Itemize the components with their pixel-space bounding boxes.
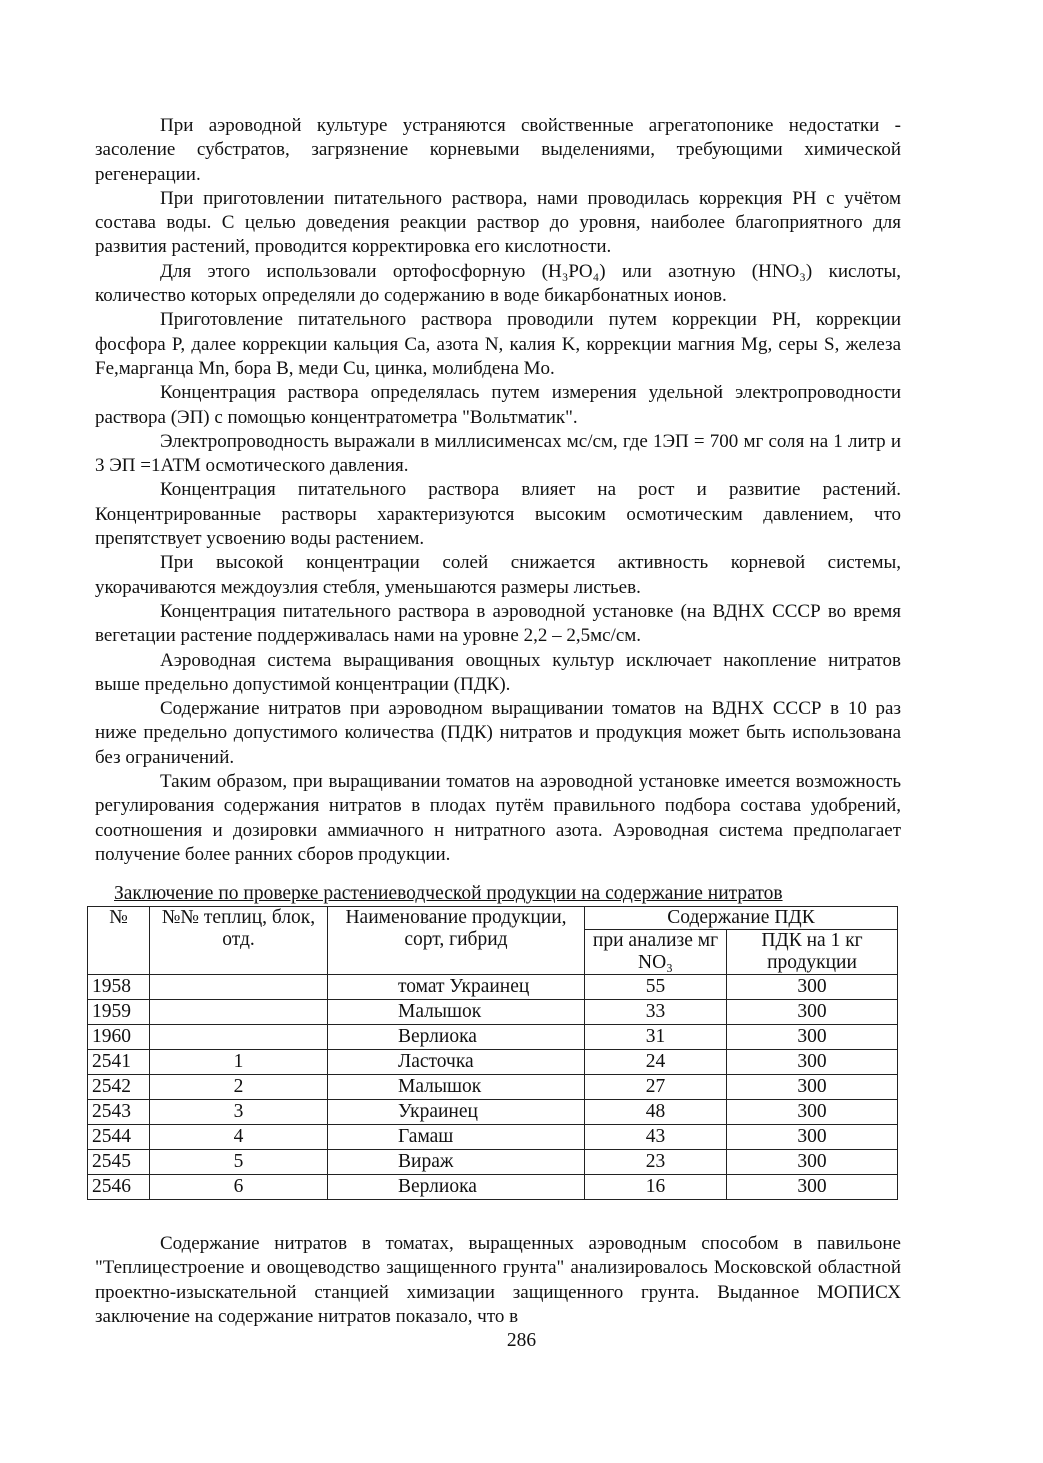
paragraph: Концентрация питательного раствора влияет на рост и развитие растений. Концентрированные растворы характеризуются высоким осмотическим давлением, что препятствует усвоению воды растением. <box>95 479 901 550</box>
cell-greenhouse <box>150 1025 328 1050</box>
cell-greenhouse: 6 <box>150 1175 328 1200</box>
cell-product: Украинец <box>328 1100 585 1125</box>
cell-no: 1959 <box>88 1000 150 1025</box>
cell-limit: 300 <box>727 1175 898 1200</box>
cell-product: Малышок <box>328 1000 585 1025</box>
cell-limit: 300 <box>727 1000 898 1025</box>
body-text-bottom <box>95 1232 901 1329</box>
paragraph: Концентрация питательного раствора в аэроводной установке (на ВДНХ СССР во время вегетации растение поддерживалась нами на уровне 2,2 – 2,5мс/см. <box>95 600 901 647</box>
paragraph: Для этого использовали ортофосфорную (H₃PO₄) или азотную (HNO₃) кислоты, количество которых определяли до содержанию в воде бикарбонатных ионов. <box>95 260 901 307</box>
cell-product: Верлиока <box>328 1025 585 1050</box>
paragraph: Таким образом, при выращивании томатов на аэроводной установке имеется возможность регулирования содержания нитратов в плодах путём правильного подбора состава удобрений, соотношения и дозировки аммиачного н нитратного азота. Аэроводная система предполагает получение более ранних сборов продукции. <box>95 771 901 865</box>
cell-greenhouse: 3 <box>150 1100 328 1125</box>
cell-analysis: 24 <box>585 1050 727 1075</box>
cell-product: Верлиока <box>328 1175 585 1200</box>
paragraph: При высокой концентрации солей снижается активность корневой системы, укорачиваются междоузлия стебля, уменьшаются размеры листьев. <box>95 552 901 598</box>
cell-analysis: 16 <box>585 1175 727 1200</box>
header-analysis: при анализе мг NO₃ <box>585 930 727 975</box>
paragraph: Концентрация раствора определялась путем измерения удельной электропроводности раствора (ЭП) с помощью концентратометра "Вольтматик". <box>95 382 901 428</box>
cell-no: 2546 <box>88 1175 150 1200</box>
cell-no: 2545 <box>88 1150 150 1175</box>
cell-no: 2542 <box>88 1075 150 1100</box>
table-caption: Заключение по проверке растениеводческой продукции на содержание нитратов <box>114 883 783 904</box>
table-row <box>88 975 898 1000</box>
cell-analysis: 33 <box>585 1000 727 1025</box>
paragraph: При приготовлении питательного раствора, нами проводилась коррекция РН с учётом состава воды. С целью доведения реакции раствор до уровня, наиболее благоприятного для развития растений, проводится корректировка его кислотности. <box>95 187 901 258</box>
table-row <box>88 1125 898 1150</box>
cell-analysis: 55 <box>585 975 727 1000</box>
cell-product: томат Украинец <box>328 975 585 1000</box>
cell-analysis: 23 <box>585 1150 727 1175</box>
cell-no: 1958 <box>88 975 150 1000</box>
table-row <box>88 1150 898 1175</box>
table-header-row <box>88 907 898 930</box>
cell-greenhouse: 1 <box>150 1050 328 1075</box>
cell-limit: 300 <box>727 1075 898 1100</box>
cell-greenhouse: 4 <box>150 1125 328 1150</box>
table-row <box>88 1175 898 1200</box>
body-text-top <box>95 114 901 867</box>
cell-product: Ласточка <box>328 1050 585 1075</box>
cell-limit: 300 <box>727 1025 898 1050</box>
cell-no: 2543 <box>88 1100 150 1125</box>
header-limit: ПДК на 1 кг продукции <box>727 930 898 975</box>
cell-product: Малышок <box>328 1075 585 1100</box>
cell-no: 2541 <box>88 1050 150 1075</box>
page-number: 286 <box>506 1330 537 1351</box>
cell-greenhouse: 2 <box>150 1075 328 1100</box>
table-row <box>88 1000 898 1025</box>
cell-no: 1960 <box>88 1025 150 1050</box>
cell-analysis: 31 <box>585 1025 727 1050</box>
table-row <box>88 1075 898 1100</box>
table-row <box>88 1025 898 1050</box>
cell-no: 2544 <box>88 1125 150 1150</box>
paragraph: Приготовление питательного раствора проводили путем коррекции РН, коррекции фосфора P, далее коррекции кальция Ca, азота N, калия K, коррекции магния Mg, серы S, железа Fe,марганца Mn, бора B, меди Cu, цинка, молибдена Mo. <box>95 309 901 379</box>
cell-limit: 300 <box>727 975 898 1000</box>
paragraph: Содержание нитратов при аэроводном выращивании томатов на ВДНХ СССР в 10 раз ниже предельно допустимого количества (ПДК) нитратов и продукция может быть использована без ограничений. <box>95 698 901 768</box>
cell-limit: 300 <box>727 1050 898 1075</box>
cell-limit: 300 <box>727 1150 898 1175</box>
paragraph: Аэроводная система выращивания овощных культур исключает накопление нитратов выше предельно допустимой концентрации (ПДК). <box>95 649 901 695</box>
paragraph: Электропроводность выражали в миллисименсах мс/см, где 1ЭП = 700 мг соля на 1 литр и 3 ЭП =1АТМ осмотического давления. <box>95 430 901 477</box>
cell-greenhouse: 5 <box>150 1150 328 1175</box>
nitrates-table <box>87 906 898 1200</box>
cell-product: Вираж <box>328 1150 585 1175</box>
cell-analysis: 27 <box>585 1075 727 1100</box>
header-product: Наименование продукции, сорт, гибрид <box>328 907 585 975</box>
cell-limit: 300 <box>727 1125 898 1150</box>
header-greenhouse: №№ теплиц, блок, отд. <box>150 907 328 975</box>
cell-analysis: 48 <box>585 1100 727 1125</box>
paragraph: Содержание нитратов в томатах, выращенных аэроводным способом в павильоне "Теплицестроение и овощеводство защищенного грунта" анализировалось Московской областной проектно-изыскательной станцией химизации защищенного грунта. Выданное МОПИСХ заключение на содержание нитратов показало, что в <box>95 1233 901 1327</box>
table-row <box>88 1050 898 1075</box>
header-content-group: Содержание ПДК <box>585 907 898 930</box>
cell-limit: 300 <box>727 1100 898 1125</box>
cell-analysis: 43 <box>585 1125 727 1150</box>
cell-product: Гамаш <box>328 1125 585 1150</box>
cell-greenhouse <box>150 1000 328 1025</box>
header-no: № <box>88 907 150 975</box>
paragraph: При аэроводной культуре устраняются свойственные агрегатопонике недостатки - засоление субстратов, загрязнение корневыми выделениями, требующими химической регенерации. <box>95 115 901 185</box>
table-row <box>88 1100 898 1125</box>
cell-greenhouse <box>150 975 328 1000</box>
